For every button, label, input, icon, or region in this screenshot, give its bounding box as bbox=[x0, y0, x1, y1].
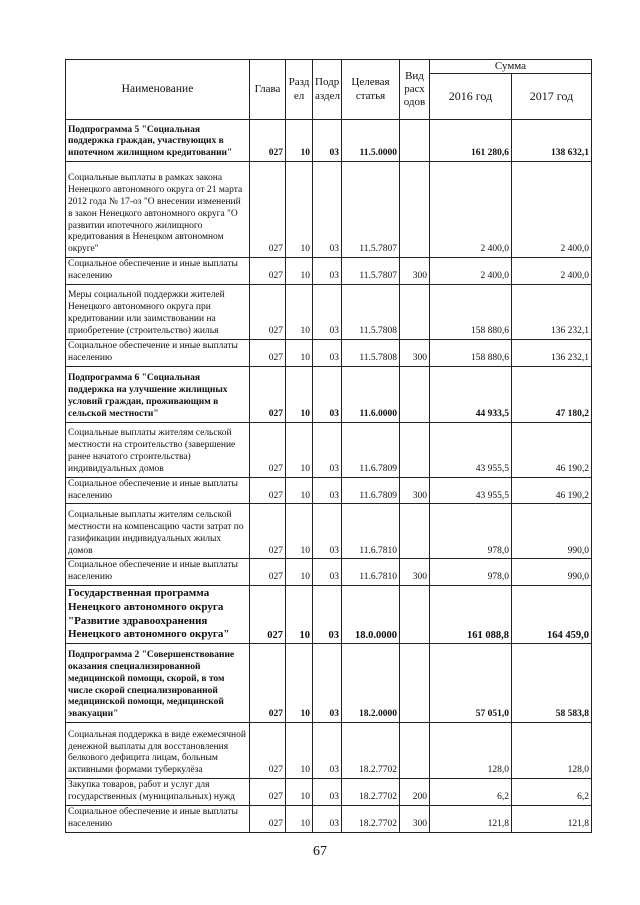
header-article: Целевая статья bbox=[342, 60, 400, 120]
row-vid bbox=[400, 422, 430, 477]
header-glava: Глава bbox=[250, 60, 286, 120]
row-value-2017: 990,0 bbox=[512, 504, 592, 559]
table-row bbox=[66, 120, 592, 162]
row-razdel: 10 bbox=[286, 805, 313, 832]
header-razdel: Разд ел bbox=[286, 60, 313, 120]
row-glava: 027 bbox=[250, 258, 286, 285]
row-value-2016: 43 955,5 bbox=[430, 422, 512, 477]
header-name: Наименование bbox=[66, 60, 250, 120]
table-row bbox=[66, 366, 592, 422]
row-value-2017: 2 400,0 bbox=[512, 258, 592, 285]
row-glava: 027 bbox=[250, 477, 286, 504]
row-podrazdel: 03 bbox=[313, 120, 342, 162]
row-razdel: 10 bbox=[286, 779, 313, 806]
row-razdel: 10 bbox=[286, 644, 313, 723]
row-podrazdel: 03 bbox=[313, 162, 342, 258]
row-razdel: 10 bbox=[286, 162, 313, 258]
row-razdel: 10 bbox=[286, 586, 313, 644]
row-article: 11.5.7808 bbox=[342, 339, 400, 366]
row-vid bbox=[400, 366, 430, 422]
row-vid bbox=[400, 120, 430, 162]
row-glava: 027 bbox=[250, 284, 286, 339]
header-vid: Вид расх одов bbox=[400, 60, 430, 120]
row-article: 11.5.0000 bbox=[342, 120, 400, 162]
row-vid bbox=[400, 504, 430, 559]
row-value-2016: 158 880,6 bbox=[430, 339, 512, 366]
row-name: Социальная поддержка в виде ежемесячной денежной выплаты для восстановления белкового дефицита лицам, больным активными формами туберкулёза bbox=[66, 723, 250, 779]
row-article: 11.6.0000 bbox=[342, 366, 400, 422]
table-row bbox=[66, 723, 592, 779]
row-podrazdel: 03 bbox=[313, 477, 342, 504]
row-value-2017: 46 190,2 bbox=[512, 477, 592, 504]
row-vid: 300 bbox=[400, 258, 430, 285]
row-value-2016: 6,2 bbox=[430, 779, 512, 806]
row-article: 11.5.7807 bbox=[342, 162, 400, 258]
row-glava: 027 bbox=[250, 559, 286, 586]
row-value-2016: 57 051,0 bbox=[430, 644, 512, 723]
row-podrazdel: 03 bbox=[313, 723, 342, 779]
row-value-2017: 136 232,1 bbox=[512, 284, 592, 339]
header-podrazdel: Подр аздел bbox=[313, 60, 342, 120]
row-vid bbox=[400, 586, 430, 644]
row-article: 18.2.7702 bbox=[342, 723, 400, 779]
row-podrazdel: 03 bbox=[313, 284, 342, 339]
row-value-2017: 121,8 bbox=[512, 805, 592, 832]
row-razdel: 10 bbox=[286, 504, 313, 559]
row-glava: 027 bbox=[250, 723, 286, 779]
row-name: Подпрограмма 2 "Совершенствование оказания специализированной медицинской помощи, скорой, в том числе скорой специализированной медицинской помощи, медицинской эвакуации" bbox=[66, 644, 250, 723]
row-value-2017: 6,2 bbox=[512, 779, 592, 806]
row-podrazdel: 03 bbox=[313, 586, 342, 644]
row-glava: 027 bbox=[250, 339, 286, 366]
row-glava: 027 bbox=[250, 504, 286, 559]
row-vid: 200 bbox=[400, 779, 430, 806]
table-row bbox=[66, 504, 592, 559]
table-row bbox=[66, 805, 592, 832]
table-row bbox=[66, 779, 592, 806]
row-vid: 300 bbox=[400, 339, 430, 366]
row-razdel: 10 bbox=[286, 477, 313, 504]
row-glava: 027 bbox=[250, 805, 286, 832]
row-name: Социальное обеспечение и иные выплаты населению bbox=[66, 339, 250, 366]
row-glava: 027 bbox=[250, 644, 286, 723]
row-glava: 027 bbox=[250, 366, 286, 422]
row-value-2017: 990,0 bbox=[512, 559, 592, 586]
row-name: Государственная программа Ненецкого автономного округа "Развитие здравоохранения Ненецкого автономного округа" bbox=[66, 586, 250, 644]
row-value-2016: 2 400,0 bbox=[430, 162, 512, 258]
row-article: 18.0.0000 bbox=[342, 586, 400, 644]
row-value-2017: 47 180,2 bbox=[512, 366, 592, 422]
row-value-2016: 121,8 bbox=[430, 805, 512, 832]
row-article: 11.6.7810 bbox=[342, 559, 400, 586]
row-vid bbox=[400, 644, 430, 723]
row-name: Социальное обеспечение и иные выплаты населению bbox=[66, 258, 250, 285]
row-name: Подпрограмма 6 "Социальная поддержка на улучшение жилищных условий граждан, проживающим в сельской местности" bbox=[66, 366, 250, 422]
row-podrazdel: 03 bbox=[313, 779, 342, 806]
row-podrazdel: 03 bbox=[313, 366, 342, 422]
table-row bbox=[66, 339, 592, 366]
row-article: 11.6.7809 bbox=[342, 477, 400, 504]
row-vid bbox=[400, 284, 430, 339]
row-value-2017: 138 632,1 bbox=[512, 120, 592, 162]
row-glava: 027 bbox=[250, 422, 286, 477]
row-glava: 027 bbox=[250, 120, 286, 162]
row-article: 11.6.7809 bbox=[342, 422, 400, 477]
row-value-2016: 158 880,6 bbox=[430, 284, 512, 339]
row-glava: 027 bbox=[250, 162, 286, 258]
table-row bbox=[66, 586, 592, 644]
table-row bbox=[66, 162, 592, 258]
row-glava: 027 bbox=[250, 779, 286, 806]
row-podrazdel: 03 bbox=[313, 504, 342, 559]
row-value-2017: 2 400,0 bbox=[512, 162, 592, 258]
budget-table bbox=[65, 59, 592, 833]
row-glava: 027 bbox=[250, 586, 286, 644]
row-vid: 300 bbox=[400, 805, 430, 832]
row-value-2016: 978,0 bbox=[430, 559, 512, 586]
row-name: Социальное обеспечение и иные выплаты населению bbox=[66, 477, 250, 504]
table-row bbox=[66, 258, 592, 285]
row-name: Социальные выплаты жителям сельской местности на компенсацию части затрат по газификации индивидуальных жилых домов bbox=[66, 504, 250, 559]
row-podrazdel: 03 bbox=[313, 258, 342, 285]
row-value-2017: 128,0 bbox=[512, 723, 592, 779]
row-vid: 300 bbox=[400, 559, 430, 586]
table-row bbox=[66, 284, 592, 339]
row-name: Социальные выплаты в рамках закона Ненецкого автономного округа от 21 марта 2012 года № 17-оз "О внесении изменений в закон Ненецкого автономного округа "О развитии ипотечного жилищного кредитования в Ненецком автономном округе" bbox=[66, 162, 250, 258]
row-value-2016: 161 088,8 bbox=[430, 586, 512, 644]
row-name: Социальные выплаты жителям сельской местности на строительство (завершение ранее начатого строительства) индивидуальных домов bbox=[66, 422, 250, 477]
row-razdel: 10 bbox=[286, 723, 313, 779]
row-vid: 300 bbox=[400, 477, 430, 504]
row-value-2017: 164 459,0 bbox=[512, 586, 592, 644]
row-value-2017: 46 190,2 bbox=[512, 422, 592, 477]
row-value-2016: 161 280,6 bbox=[430, 120, 512, 162]
table-body bbox=[66, 120, 592, 833]
row-value-2016: 2 400,0 bbox=[430, 258, 512, 285]
row-value-2016: 978,0 bbox=[430, 504, 512, 559]
row-value-2016: 128,0 bbox=[430, 723, 512, 779]
row-article: 18.2.7702 bbox=[342, 779, 400, 806]
row-razdel: 10 bbox=[286, 120, 313, 162]
row-podrazdel: 03 bbox=[313, 644, 342, 723]
row-podrazdel: 03 bbox=[313, 805, 342, 832]
header-year-2017: 2017 год bbox=[512, 74, 592, 120]
row-podrazdel: 03 bbox=[313, 422, 342, 477]
row-razdel: 10 bbox=[286, 258, 313, 285]
row-razdel: 10 bbox=[286, 284, 313, 339]
page-number: 67 bbox=[313, 844, 327, 859]
row-article: 18.2.0000 bbox=[342, 644, 400, 723]
table-row bbox=[66, 559, 592, 586]
row-name: Подпрограмма 5 "Социальная поддержка граждан, участвующих в ипотечном жилищном кредитовании" bbox=[66, 120, 250, 162]
row-value-2017: 58 583,8 bbox=[512, 644, 592, 723]
row-razdel: 10 bbox=[286, 422, 313, 477]
table-row bbox=[66, 644, 592, 723]
row-name: Меры социальной поддержки жителей Ненецкого автономного округа при кредитовании или заимствовании на приобретение (строительство) жилья bbox=[66, 284, 250, 339]
header-year-2016: 2016 год bbox=[430, 74, 512, 120]
table-row bbox=[66, 422, 592, 477]
row-razdel: 10 bbox=[286, 366, 313, 422]
row-name: Социальное обеспечение и иные выплаты населению bbox=[66, 805, 250, 832]
row-name: Закупка товаров, работ и услуг для государственных (муниципальных) нужд bbox=[66, 779, 250, 806]
row-name: Социальное обеспечение и иные выплаты населению bbox=[66, 559, 250, 586]
row-article: 11.6.7810 bbox=[342, 504, 400, 559]
row-razdel: 10 bbox=[286, 339, 313, 366]
row-vid bbox=[400, 723, 430, 779]
row-article: 18.2.7702 bbox=[342, 805, 400, 832]
table-row bbox=[66, 477, 592, 504]
row-value-2017: 136 232,1 bbox=[512, 339, 592, 366]
row-value-2016: 43 955,5 bbox=[430, 477, 512, 504]
row-podrazdel: 03 bbox=[313, 339, 342, 366]
header-summa: Сумма bbox=[430, 60, 592, 74]
row-article: 11.5.7807 bbox=[342, 258, 400, 285]
row-article: 11.5.7808 bbox=[342, 284, 400, 339]
row-value-2016: 44 933,5 bbox=[430, 366, 512, 422]
row-vid bbox=[400, 162, 430, 258]
row-razdel: 10 bbox=[286, 559, 313, 586]
row-podrazdel: 03 bbox=[313, 559, 342, 586]
